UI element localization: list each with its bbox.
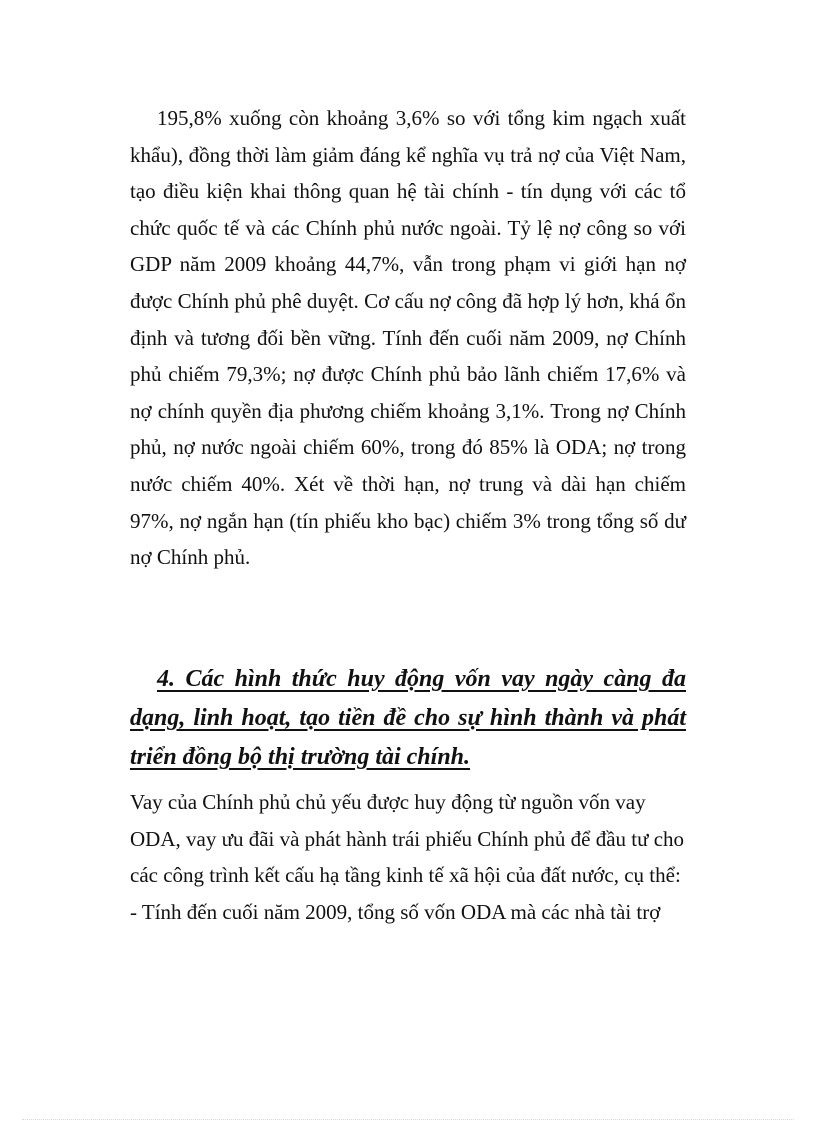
section-paragraph: Vay của Chính phủ chủ yếu được huy động từ nguồn vốn vay ODA, vay ưu đãi và phát hành trái phiếu Chính phủ để đầu tư cho các công trình kết cấu hạ tầng kinh tế xã hội của đất nước, cụ thể:	[130, 790, 685, 888]
section-heading: 4. Các hình thức huy động vốn vay ngày càng đa dạng, linh hoạt, tạo tiền đề cho sự hình thành và phát triển đồng bộ thị trường tài chính.	[130, 666, 686, 770]
body-paragraph: 195,8% xuống còn khoảng 3,6% so với tổng kim ngạch xuất khẩu), đồng thời làm giảm đáng kể nghĩa vụ trả nợ của Việt Nam, tạo điều kiện khai thông quan hệ tài chính - tín dụng với các tổ chức quốc tế và các Chính phủ nước ngoài. Tỷ lệ nợ công so với GDP năm 2009 khoảng 44,7%, vẫn trong phạm vi giới hạn nợ được Chính phủ phê duyệt. Cơ cấu nợ công đã hợp lý hơn, khá ổn định và tương đối bền vững. Tính đến cuối năm 2009, nợ Chính phủ chiếm 79,3%; nợ được Chính phủ bảo lãnh chiếm 17,6% và nợ chính quyền địa phương chiếm khoảng 3,1%. Trong nợ Chính phủ, nợ nước ngoài chiếm 60%, trong đó 85% là ODA; nợ trong nước chiếm 40%. Xét về thời hạn, nợ trung và dài hạn chiếm 97%, nợ ngắn hạn (tín phiếu kho bạc) chiếm 3% trong tổng số dư nợ Chính phủ.	[130, 106, 686, 570]
page-bottom-divider	[22, 1119, 794, 1120]
section-body	[130, 784, 686, 930]
bullet-item: - Tính đến cuối năm 2009, tổng số vốn ODA mà các nhà tài trợ	[130, 899, 661, 924]
